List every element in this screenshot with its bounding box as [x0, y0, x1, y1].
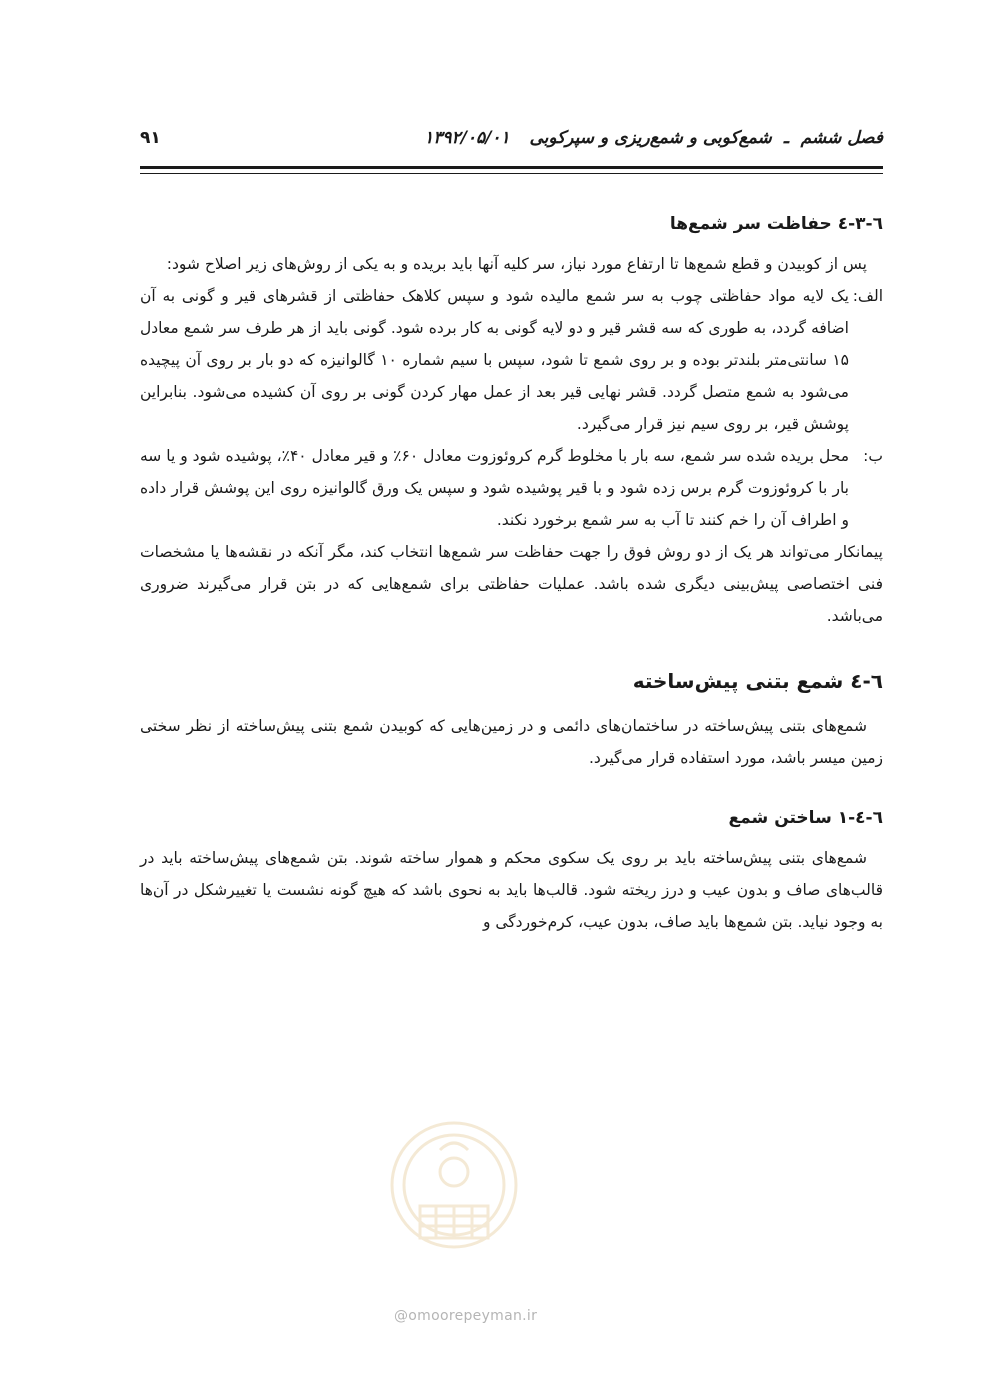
paragraph-intro: پس از کوبیدن و قطع شمع‌ها تا ارتفاع مورد نیاز، سر کلیه آنها باید بریده و به یکی از روش‌های زیر اصلاح شود: [166, 255, 867, 273]
paragraph-6-4: شمع‌های بتنی پیش‌ساخته در ساختمان‌های دائمی و در زمین‌هایی که کوبیدن شمع بتنی پیش‌ساخته از نظر سختی زمین میسر باشد، مورد استفاده قرار می‌گیرد. [140, 717, 883, 767]
header-rule-thick [140, 166, 883, 169]
header-separator: ـ [783, 128, 789, 148]
section-heading-6-4-1: ٦-٤-١ ساختن شمع [728, 808, 883, 828]
list-item-be [140, 440, 883, 536]
section-heading-6-4: ٦-٤ شمع بتنی پیش‌ساخته [632, 669, 883, 693]
header-rule-thin [140, 173, 883, 174]
list-item-text: محل بریده شده سر شمع، سه بار با مخلوط گرم کروئوزوت معادل ۶۰٪ و قیر معادل ۴۰٪، پوشیده شود و یا سه بار با کروئوزوت گرم برس زده شود و با قیر پوشیده شود و سپس یک ورق گالوانیزه روی این پوشش قرار داده و اطراف آن را خم کنند تا آب به سر شمع برخورد نکند. [140, 447, 850, 529]
list-item-alef [140, 280, 883, 440]
list-item-label: الف: [852, 287, 883, 305]
header-chapter: فصل ششم [800, 128, 883, 148]
list-item-text: یک لایه مواد حفاظتی چوب به سر شمع مالیده شود و سپس کلاهک حفاظتی از قشرهای قیر و گونی به آن اضافه گردد، به طوری که سه قشر قیر و دو لایه گونی به کار برده شود. گونی باید از هر طرف سر شمع معادل ۱۵ سانتی‌متر بلندتر بوده و بر روی شمع تا شود، سپس با سیم شماره ۱۰ گالوانیزه که دو بار بر روی آن پیچیده می‌شود به شمع متصل گردد. قشر نهایی قیر بعد از عمل مهار کردن گونی بر روی آن کشیده می‌شود. بنابراین پوشش قیر، بر روی سیم نیز قرار می‌گیرد. [140, 287, 849, 433]
header-title [424, 128, 883, 148]
paragraph-6-4-1: شمع‌های بتنی پیش‌ساخته باید بر روی یک سکوی محکم و هموار ساخته شوند. بتن شمع‌های پیش‌ساخته باید در قالب‌های صاف و بدون عیب و درز ریخته شود. قالب‌ها باید به نحوی باشد که هیچ گونه نشست یا تغییرشکل در آن‌ها به وجود نیاید. بتن شمع‌ها باید صاف، بدون عیب، کرم‌خوردگی و [140, 849, 883, 931]
watermark-text: @omoorepeyman.ir [394, 1308, 538, 1324]
page-number: ۹۱ [140, 128, 161, 148]
watermark-logo-icon [384, 1110, 524, 1270]
paragraph-closing: پیمانکار می‌تواند هر یک از دو روش فوق را جهت حفاظت سر شمع‌ها انتخاب کند، مگر آنکه در نقشه‌ها یا مشخصات فنی اختصاصی پیش‌بینی دیگری شده باشد. عملیات حفاظتی برای شمع‌هایی که در بتن قرار می‌گیرند ضروری می‌باشد. [140, 543, 883, 625]
header-date: ۱۳۹۲/۰۵/۰۱ [424, 128, 510, 148]
section-heading-6-3-4: ٦-٣-٤ حفاظت سر شمع‌ها [669, 214, 883, 234]
list-item-label: ب: [863, 447, 883, 465]
page-content [140, 210, 883, 938]
running-header [140, 128, 883, 154]
header-subject: شمع‌کوبی و شمع‌ریزی و سپرکوبی [529, 128, 772, 148]
